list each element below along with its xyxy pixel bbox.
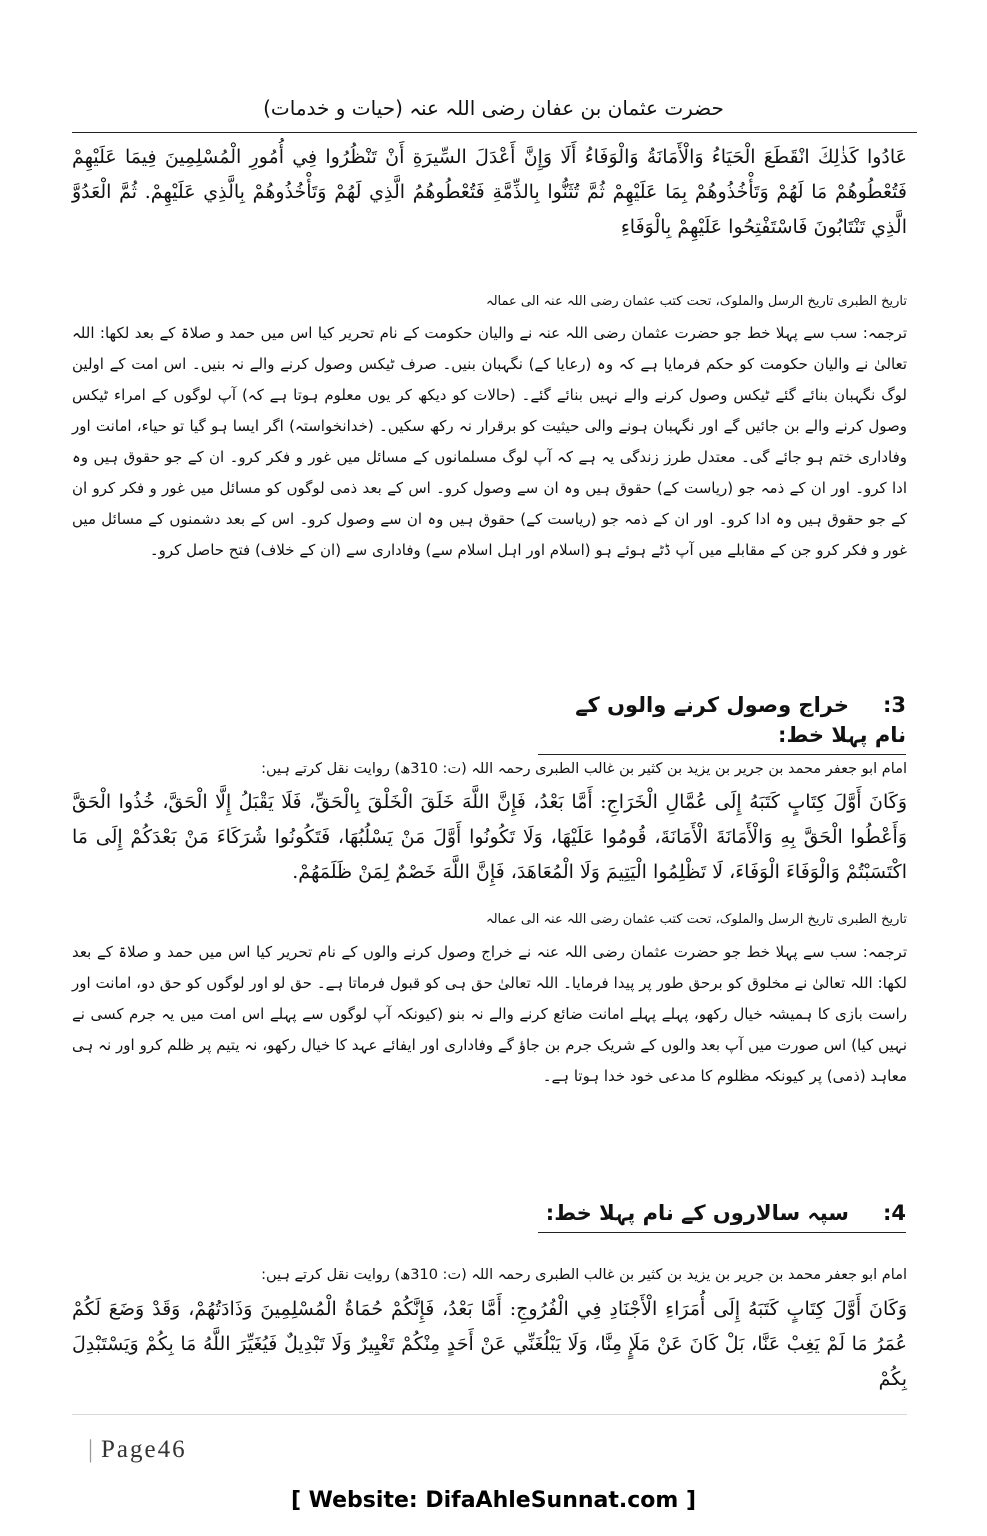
footer-divider	[72, 1414, 907, 1415]
header-divider	[72, 132, 917, 133]
section-heading-4	[538, 1198, 906, 1233]
narration-intro-4: امام ابو جعفر محمد بن جریر بن یزید بن کثیر بن غالب الطبری رحمہ اللہ (ت: 310ھ) روایت نقل کرتے ہیں:	[261, 1267, 907, 1283]
section-number-3: 3:	[882, 693, 906, 717]
arabic-passage-3: وَكَانَ أَوَّلَ كِتَابٍ كَتَبَهُ إِلَى عُمَّالِ الْخَرَاجِ: أَمَّا بَعْدُ، فَإِنَّ اللَّهَ خَلَقَ الْخَلْقَ بِالْحَقِّ، فَلَا يَقْبَلُ إِلَّا الْحَقَّ، خُذُوا الْحَقَّ وَأَعْطُوا الْحَقَّ بِهِ وَالْأَمَانَةَ الْأَمَانَةَ، قُومُوا عَلَيْهَا، وَلَا تَكُونُوا أَوَّلَ مَنْ يَسْلُبُهَا، فَتَكُونُوا شُرَكَاءَ مَنْ بَعْدَكُمْ إِلَى مَا اكْتَسَبْتُمْ وَالْوَفَاءَ الْوَفَاءَ، لَا تَظْلِمُوا الْيَتِيمَ وَلَا الْمُعَاهَدَ، فَإِنَّ اللَّهَ خَصْمٌ لِمَنْ ظَلَمَهُمْ.	[72, 791, 907, 883]
urdu-translation-1: ترجمہ: سب سے پہلا خط جو حضرت عثمان رضی اللہ عنہ نے والیان حکومت کے نام تحریر کیا اس میں حمد و صلاۃ کے بعد لکھا: اللہ تعالیٰ نے والیان حکومت کو حکم فرمایا ہے کہ وہ (رعایا کے) نگہبان بنیں۔ صرف ٹیکس وصول کرنے والے نہ بنیں۔ اس امت کے اولین لوگ نگہبان بنائے گئے ٹیکس وصول کرنے والے نہیں بنائے گئے۔ (حالات کو دیکھ کر یوں معلوم ہوتا ہے کہ) آپ لوگوں کے امراء ٹیکس وصول کرنے والے بن جائیں گے اور نگہبان ہونے والی حیثیت کو برقرار نہ رکھ سکیں۔ (خدانخواستہ) اگر ایسا ہو گیا تو حیاء، امانت اور وفاداری ختم ہو جائے گی۔ معتدل طرز زندگی یہ ہے کہ آپ لوگ مسلمانوں کے مسائل میں غور و فکر کرو۔ ان کے جو حقوق ہیں وہ ادا کرو۔ اور ان کے ذمہ جو (ریاست کے) حقوق ہیں وہ ان سے وصول کرو۔ اس کے بعد ذمی لوگوں کو مسائل میں غور و فکر کرو ان کے جو حقوق ہیں وہ ادا کرو۔ اور ان کے ذمہ جو (ریاست کے) حقوق ہیں وہ ان سے وصول کرو۔ اس کے بعد دشمنوں کے مسائل میں غور و فکر کرو جن کے مقابلے میں آپ ڈٹے ہوئے ہو (اسلام اور اہل اسلام سے) وفاداری سے (ان کے خلاف) فتح حاصل کرو۔	[72, 324, 907, 559]
page-number	[88, 1436, 187, 1464]
running-header-title: حضرت عثمان بن عفان رضی اللہ عنہ (حیات و خدمات)	[263, 96, 724, 120]
arabic-passage-4: وَكَانَ أَوَّلَ كِتَابٍ كَتَبَهُ إِلَى أُمَرَاءِ الْأَجْنَادِ فِي الْفُرُوجِ: أَمَّا بَعْدُ، فَإِنَّكُمْ حُمَاةُ الْمُسْلِمِينَ وَذَادَتُهُمْ، وَقَدْ وَضَعَ لَكُمْ عُمَرُ مَا لَمْ يَغِبْ عَنَّا، بَلْ كَانَ عَنْ مَلَإٍ مِنَّا، وَلَا يَبْلُغَنِّي عَنْ أَحَدٍ مِنْكُمْ تَغْيِيرٌ وَلَا تَبْدِيلٌ فَيُغَيِّرَ اللَّهُ مَا بِكُمْ وَيَسْتَبْدِلَ بِكُمْ	[72, 1298, 907, 1390]
page-number-separator: |	[88, 1436, 96, 1463]
narration-intro-3: امام ابو جعفر محمد بن جریر بن یزید بن کثیر بن غالب الطبری رحمہ اللہ (ت: 310ھ) روایت نقل کرتے ہیں:	[261, 761, 907, 777]
urdu-translation-3: ترجمہ: سب سے پہلا خط جو حضرت عثمان رضی اللہ عنہ نے خراج وصول کرنے والوں کے نام تحریر کیا اس میں حمد و صلاۃ کے بعد لکھا: اللہ تعالیٰ نے مخلوق کو برحق طور پر پیدا فرمایا۔ اللہ تعالیٰ حق ہی کو قبول فرماتا ہے۔ حق لو اور لوگوں کو حق دو، امانت اور راست بازی کا ہمیشہ خیال رکھو، پہلے پہلے امانت ضائع کرنے والے نہ بنو (کیونکہ آپ لوگوں سے پہلے اس امت میں یہ جرم کسی نے نہیں کیا) اس صورت میں آپ بعد والوں کے شریک جرم بن جاؤ گے وفاداری اور ایفائے عہد کا خیال رکھو، نہ یتیم پر ظلم کرو اور نہ ہی معاہد (ذمی) پر کیونکہ مظلوم کا مدعی خود خدا ہوتا ہے۔	[72, 943, 907, 1085]
section-heading-4-text: سپہ سالاروں کے نام پہلا خط:	[545, 1201, 849, 1225]
page-number-value: 46	[157, 1436, 187, 1463]
source-reference-1: تاریخ الطبری تاریخ الرسل والملوک، تحت کتب عثمان رضی اللہ عنہ الی عمالہ	[485, 294, 907, 309]
section-number-4: 4:	[882, 1201, 906, 1225]
section-heading-3-text: خراج وصول کرنے والوں کے نام پہلا خط:	[575, 693, 906, 747]
arabic-passage-1: عَادُوا كَذٰلِكَ انْقَطَعَ الْحَيَاءُ وَالْأَمَانَةُ وَالْوَفَاءُ أَلَا وَإِنَّ أَعْدَلَ السِّيرَةِ أَنْ تَنْظُرُوا فِي أُمُورِ الْمُسْلِمِينَ فِيمَا عَلَيْهِمْ فَتُعْطُوهُمْ مَا لَهُمْ وَتَأْخُذُوهُمْ بِمَا عَلَيْهِمْ ثُمَّ تُثَنُّوا بِالذِّمَّةِ فَتُعْطُوهُمُ الَّذِي لَهُمْ وَتَأْخُذُوهُمْ بِالَّذِي عَلَيْهِمْ. ثُمَّ الْعَدُوَّ الَّذِي تَنْتَابُونَ فَاسْتَفْتِحُوا عَلَيْهِمْ بِالْوَفَاءِ	[72, 146, 907, 238]
source-reference-3: تاریخ الطبری تاریخ الرسل والملوک، تحت کتب عثمان رضی اللہ عنہ الی عمالہ	[485, 912, 907, 927]
section-heading-3	[538, 690, 906, 755]
page-label: Page	[101, 1436, 158, 1463]
website-banner: [ Website: DifaAhleSunnat.com ]	[290, 1488, 697, 1513]
